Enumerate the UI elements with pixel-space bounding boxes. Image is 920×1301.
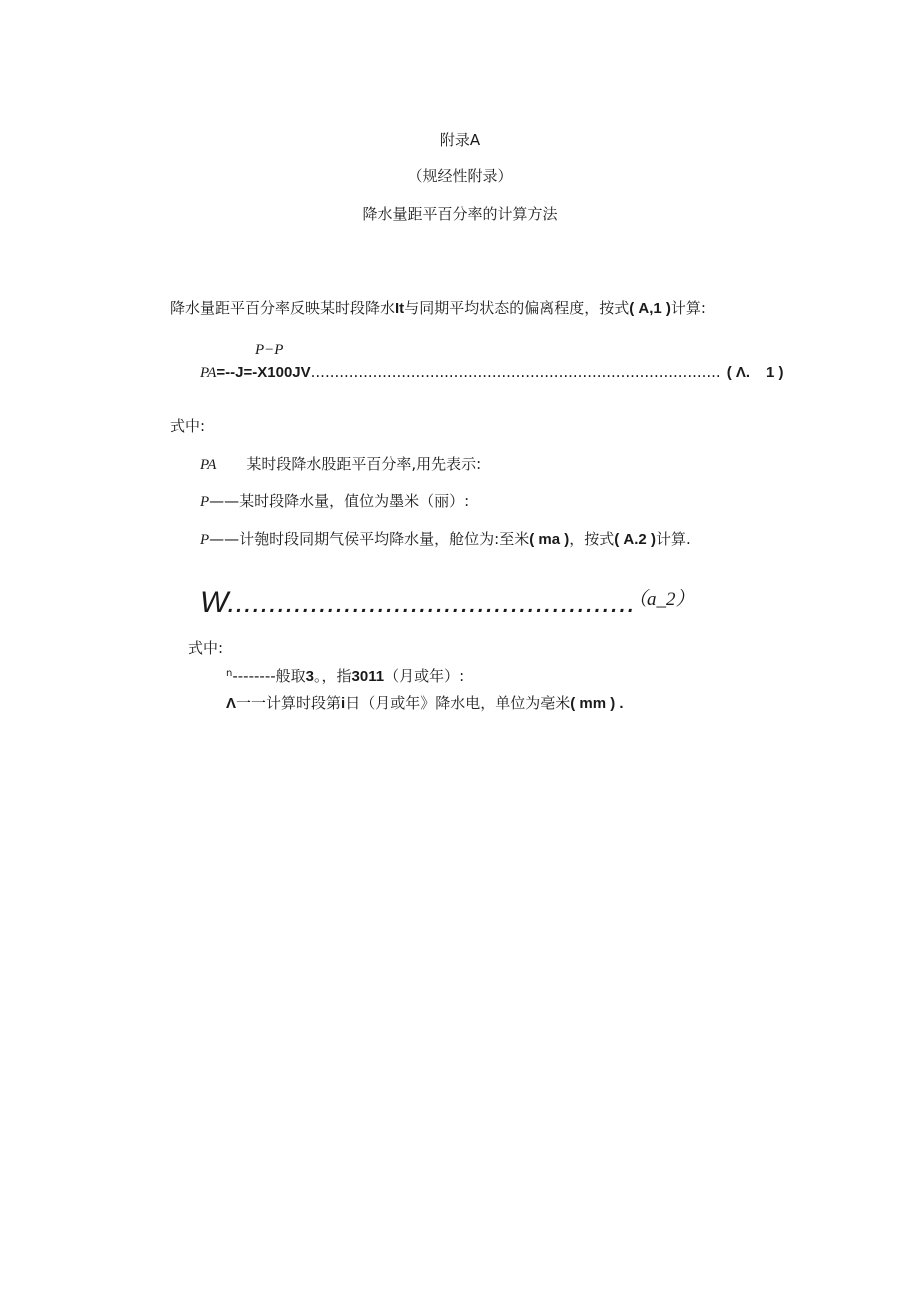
where-item-pbar: P——计匏时段同期气侯平均降水量，舱位为:至米( ma )，按式( A.2 )计算. xyxy=(200,530,691,548)
formula-1: PA=--J=-X100JV...................................................................................... ( Λ. 1 ) xyxy=(200,363,784,381)
where-label-2: 式中: xyxy=(188,639,224,657)
where-label-1: 式中: xyxy=(170,417,206,435)
where-item-pa: PA 某时段降水股距平百分率,用先表示: xyxy=(200,455,482,473)
intro-paragraph: 降水量距平百分率反映某时段降水It与同期平均状态的偏离程度，按式( A,1 )计算: xyxy=(170,299,706,317)
formula-1-numerator: P−P xyxy=(255,342,284,358)
where-item-lambda: Λ一一计算时段第i日（月或年》降水电，单位为亳米( mm ) . xyxy=(226,694,624,712)
appendix-heading: 降水量距平百分率的计算方法 xyxy=(362,205,558,223)
where-item-p: P——某时段降水量，值位为墨米（丽）: xyxy=(200,492,470,510)
formula-2: W................................................. xyxy=(200,586,636,619)
formula-2-number: （a_2） xyxy=(628,589,695,610)
where-item-n: $^n$--------般取3。，指3011（月或年）: xyxy=(226,667,465,685)
appendix-title: 附录A xyxy=(439,131,481,149)
appendix-type: （规经性附录） xyxy=(407,167,513,185)
